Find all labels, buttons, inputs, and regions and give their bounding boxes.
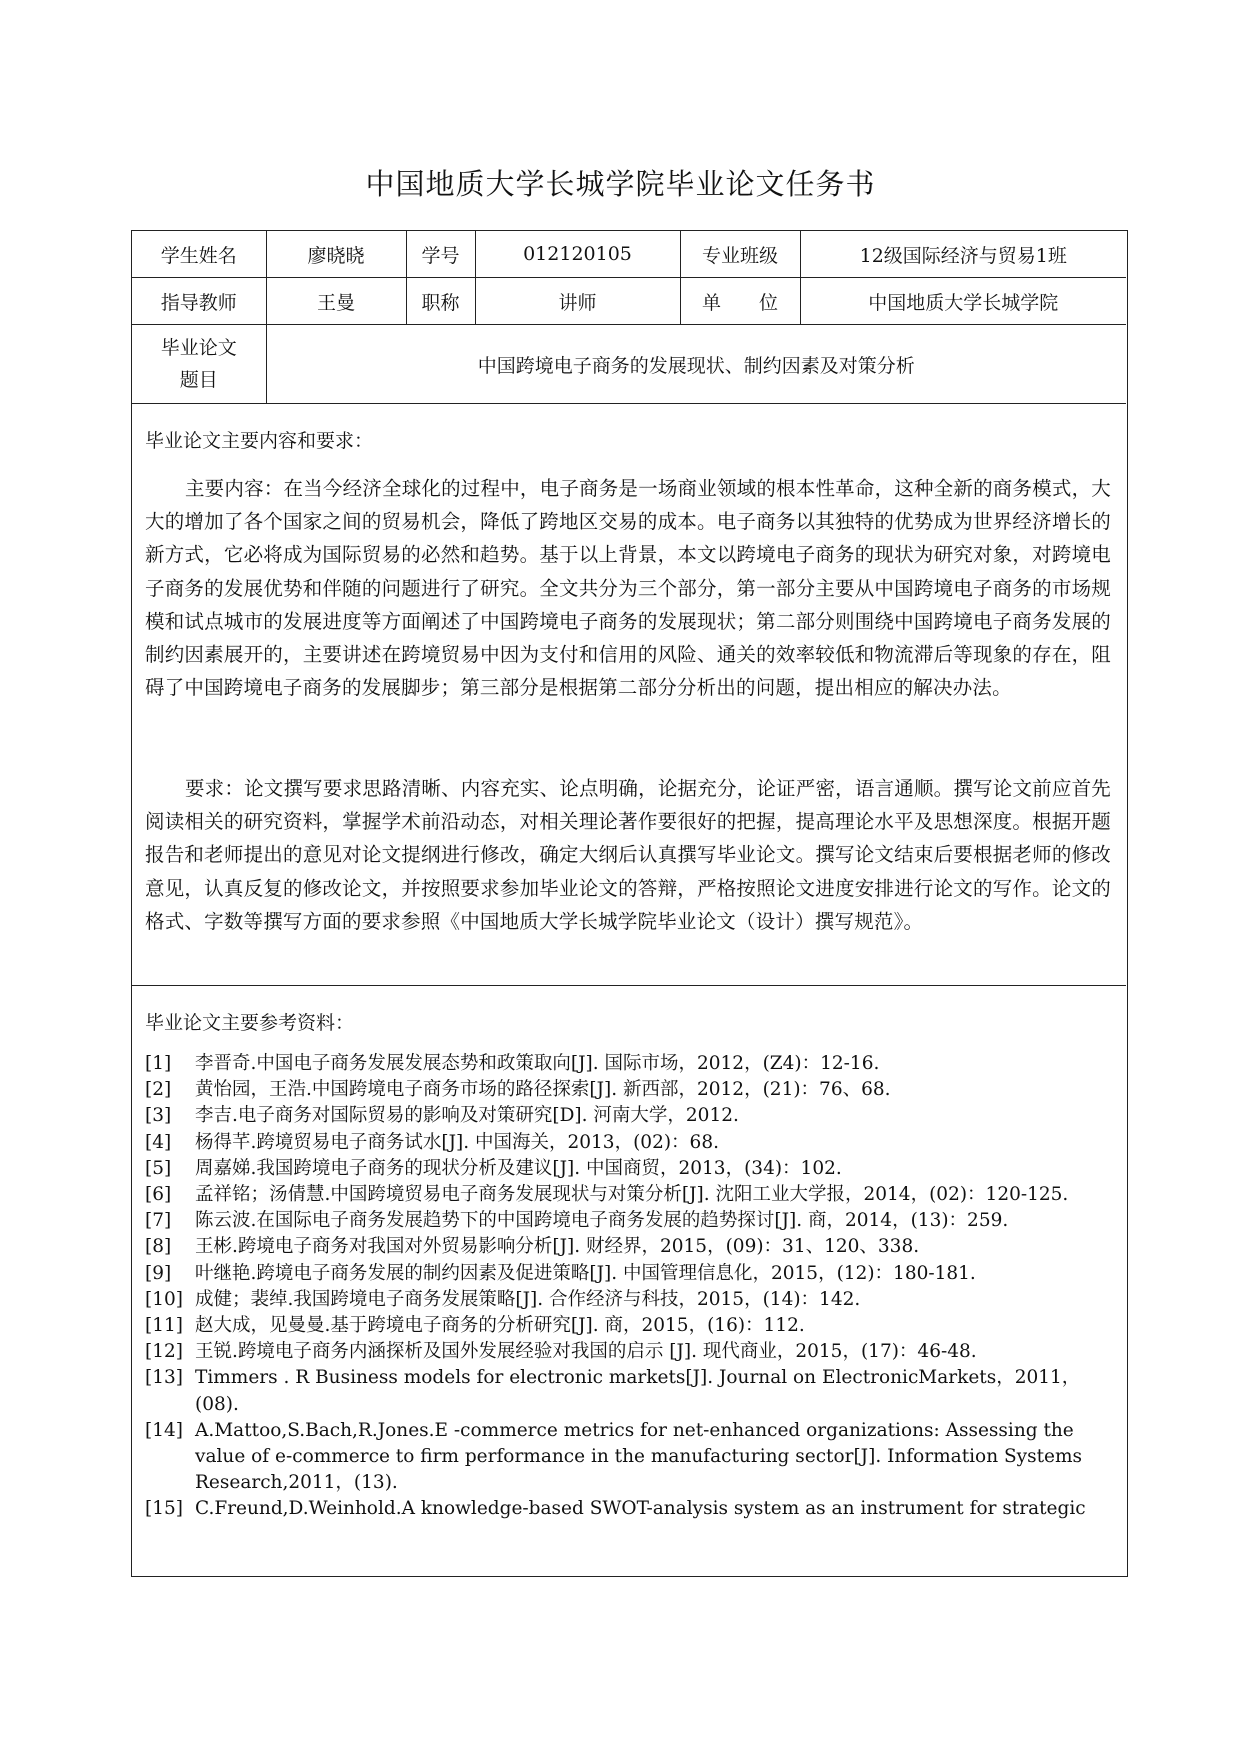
reference-number: [12] [145, 1341, 183, 1363]
reference-text: A.Mattoo,S.Bach,R.Jones.E -commerce metrics for net-enhanced organizations: Assessing the value of e-commerce to firm performance in the manufacturing sector[J]. Information Systems Research,2011，(13). [195, 1419, 1083, 1494]
reference-number: [6] [145, 1184, 172, 1206]
reference-item [145, 1156, 1120, 1182]
reference-item [145, 1496, 1120, 1522]
task-form [131, 230, 1128, 1577]
rank-label: 职称 [406, 278, 475, 325]
content-heading: 毕业论文主要内容和要求： [145, 430, 374, 452]
reference-text: 杨得芊.跨境贸易电子商务试水[J]. 中国海关，2013，(02)：68. [195, 1131, 719, 1153]
reference-number: [3] [145, 1105, 172, 1127]
reference-text: 赵大成，见曼曼.基于跨境电子商务的分析研究[J]. 商，2015，(16)：112. [195, 1315, 805, 1337]
info-row-advisor [132, 278, 1126, 325]
content-section [132, 404, 1126, 986]
info-table [132, 231, 1126, 404]
reference-item [145, 1234, 1120, 1260]
reference-item [145, 1182, 1120, 1208]
reference-text: 孟祥铭；汤倩慧.中国跨境贸易电子商务发展现状与对策分析[J]. 沈阳工业大学报，2014，(02)：120-125. [195, 1184, 1069, 1206]
rank-value: 讲师 [475, 278, 680, 325]
topic-label-line2: 题目 [179, 369, 218, 391]
reference-item [145, 1261, 1120, 1287]
reference-item [145, 1287, 1120, 1313]
class-value: 12级国际经济与贸易1班 [800, 231, 1126, 278]
reference-item [145, 1051, 1120, 1077]
reference-text: 王锐.跨境电子商务内涵探析及国外发展经验对我国的启示 [J]. 现代商业，2015，(17)：46-48. [195, 1341, 977, 1363]
reference-number: [2] [145, 1079, 172, 1101]
reference-text: C.Freund,D.Weinhold.A knowledge-based SWOT-analysis system as an instrument for strategic [195, 1498, 1086, 1520]
reference-item [145, 1418, 1120, 1497]
page-title: 中国地质大学长城学院毕业论文任务书 [365, 167, 876, 201]
reference-number: [8] [145, 1236, 172, 1258]
reference-number: [5] [145, 1157, 172, 1179]
reference-number: [1] [145, 1053, 172, 1074]
unit-value: 中国地质大学长城学院 [800, 278, 1126, 325]
reference-text: 成健；裴绰.我国跨境电子商务发展策略[J]. 合作经济与科技，2015，(14)：142. [195, 1288, 861, 1310]
reference-item [145, 1208, 1120, 1234]
reference-text: 叶继艳.跨境电子商务发展的制约因素及促进策略[J]. 中国管理信息化，2015，(12)：180-181. [195, 1262, 976, 1284]
requirements-paragraph: 要求：论文撰写要求思路清晰、内容充实、论点明确，论据充分，论证严密，语言通顺。撰写论文前应首先阅读相关的研究资料，掌握学术前沿动态，对相关理论著作要很好的把握，提高理论水平及思想深度。根据开题报告和老师提出的意见对论文提纲进行修改，确定大纲后认真撰写毕业论文。撰写论文结束后要根据老师的修改意见，认真反复的修改论文，并按照要求参加毕业论文的答辩，严格按照论文进度安排进行论文的写作。论文的格式、字数等撰写方面的要求参照《中国地质大学长城学院毕业论文（设计）撰写规范》。 [145, 777, 1111, 933]
reference-text: Timmers . R Business models for electronic markets[J]. Journal on ElectronicMarkets，2011，(08). [195, 1367, 1081, 1415]
student-name-label: 学生姓名 [132, 231, 266, 278]
reference-item [145, 1130, 1120, 1156]
student-id-value: 012120105 [475, 231, 680, 278]
topic-label [132, 325, 266, 404]
reference-item [145, 1365, 1120, 1417]
reference-number: [11] [145, 1315, 183, 1337]
reference-number: [13] [145, 1367, 183, 1389]
class-label: 专业班级 [680, 231, 800, 278]
reference-number: [10] [145, 1288, 183, 1310]
student-name-value: 廖晓晓 [266, 231, 406, 278]
advisor-value: 王曼 [266, 278, 406, 325]
info-row-topic [132, 325, 1126, 404]
reference-number: [9] [145, 1262, 172, 1284]
reference-text: 周嘉娣.我国跨境电子商务的现状分析及建议[J]. 中国商贸，2013，(34)：102. [195, 1157, 842, 1179]
reference-text: 黄怡园，王浩.中国跨境电子商务市场的路径探索[J]. 新西部，2012，(21)：76、68. [195, 1079, 891, 1101]
reference-list [145, 1051, 1120, 1523]
reference-item [145, 1339, 1120, 1365]
references-section [132, 986, 1126, 1576]
reference-number: [14] [145, 1419, 183, 1441]
reference-text: 陈云波.在国际电子商务发展趋势下的中国跨境电子商务发展的趋势探讨[J]. 商，2014，(13)：259. [195, 1210, 1009, 1232]
advisor-label: 指导教师 [132, 278, 266, 325]
unit-label: 单 位 [680, 278, 800, 325]
reference-text: 李晋奇.中国电子商务发展发展态势和政策取向[J]. 国际市场，2012，(Z4)：12-16. [195, 1053, 880, 1074]
references-heading: 毕业论文主要参考资料： [145, 1012, 355, 1034]
reference-item [145, 1103, 1120, 1129]
reference-number: [4] [145, 1131, 172, 1153]
student-id-label: 学号 [406, 231, 475, 278]
reference-item [145, 1313, 1120, 1339]
reference-number: [7] [145, 1210, 172, 1232]
reference-number: [15] [145, 1498, 183, 1520]
reference-text: 李吉.电子商务对国际贸易的影响及对策研究[D]. 河南大学，2012. [195, 1105, 739, 1127]
topic-value: 中国跨境电子商务的发展现状、制约因素及对策分析 [266, 325, 1126, 404]
topic-label-line1: 毕业论文 [160, 337, 237, 359]
reference-text: 王彬.跨境电子商务对我国对外贸易影响分析[J]. 财经界，2015，(09)：31、120、338. [195, 1236, 920, 1258]
info-row-student [132, 231, 1126, 278]
reference-item [145, 1077, 1120, 1103]
main-content-paragraph: 主要内容：在当今经济全球化的过程中，电子商务是一场商业领域的根本性革命，这种全新的商务模式，大大的增加了各个国家之间的贸易机会，降低了跨地区交易的成本。电子商务以其独特的优势成为世界经济增长的新方式，它必将成为国际贸易的必然和趋势。基于以上背景，本文以跨境电子商务的现状为研究对象，对跨境电子商务的发展优势和伴随的问题进行了研究。全文共分为三个部分，第一部分主要从中国跨境电子商务的市场规模和试点城市的发展进度等方面阐述了中国跨境电子商务的发展现状；第二部分则围绕中国跨境电子商务发展的制约因素展开的，主要讲述在跨境贸易中因为支付和信用的风险、通关的效率较低和物流滞后等现象的存在，阻碍了中国跨境电子商务的发展脚步；第三部分是根据第二部分分析出的问题，提出相应的解决办法。 [145, 477, 1111, 700]
